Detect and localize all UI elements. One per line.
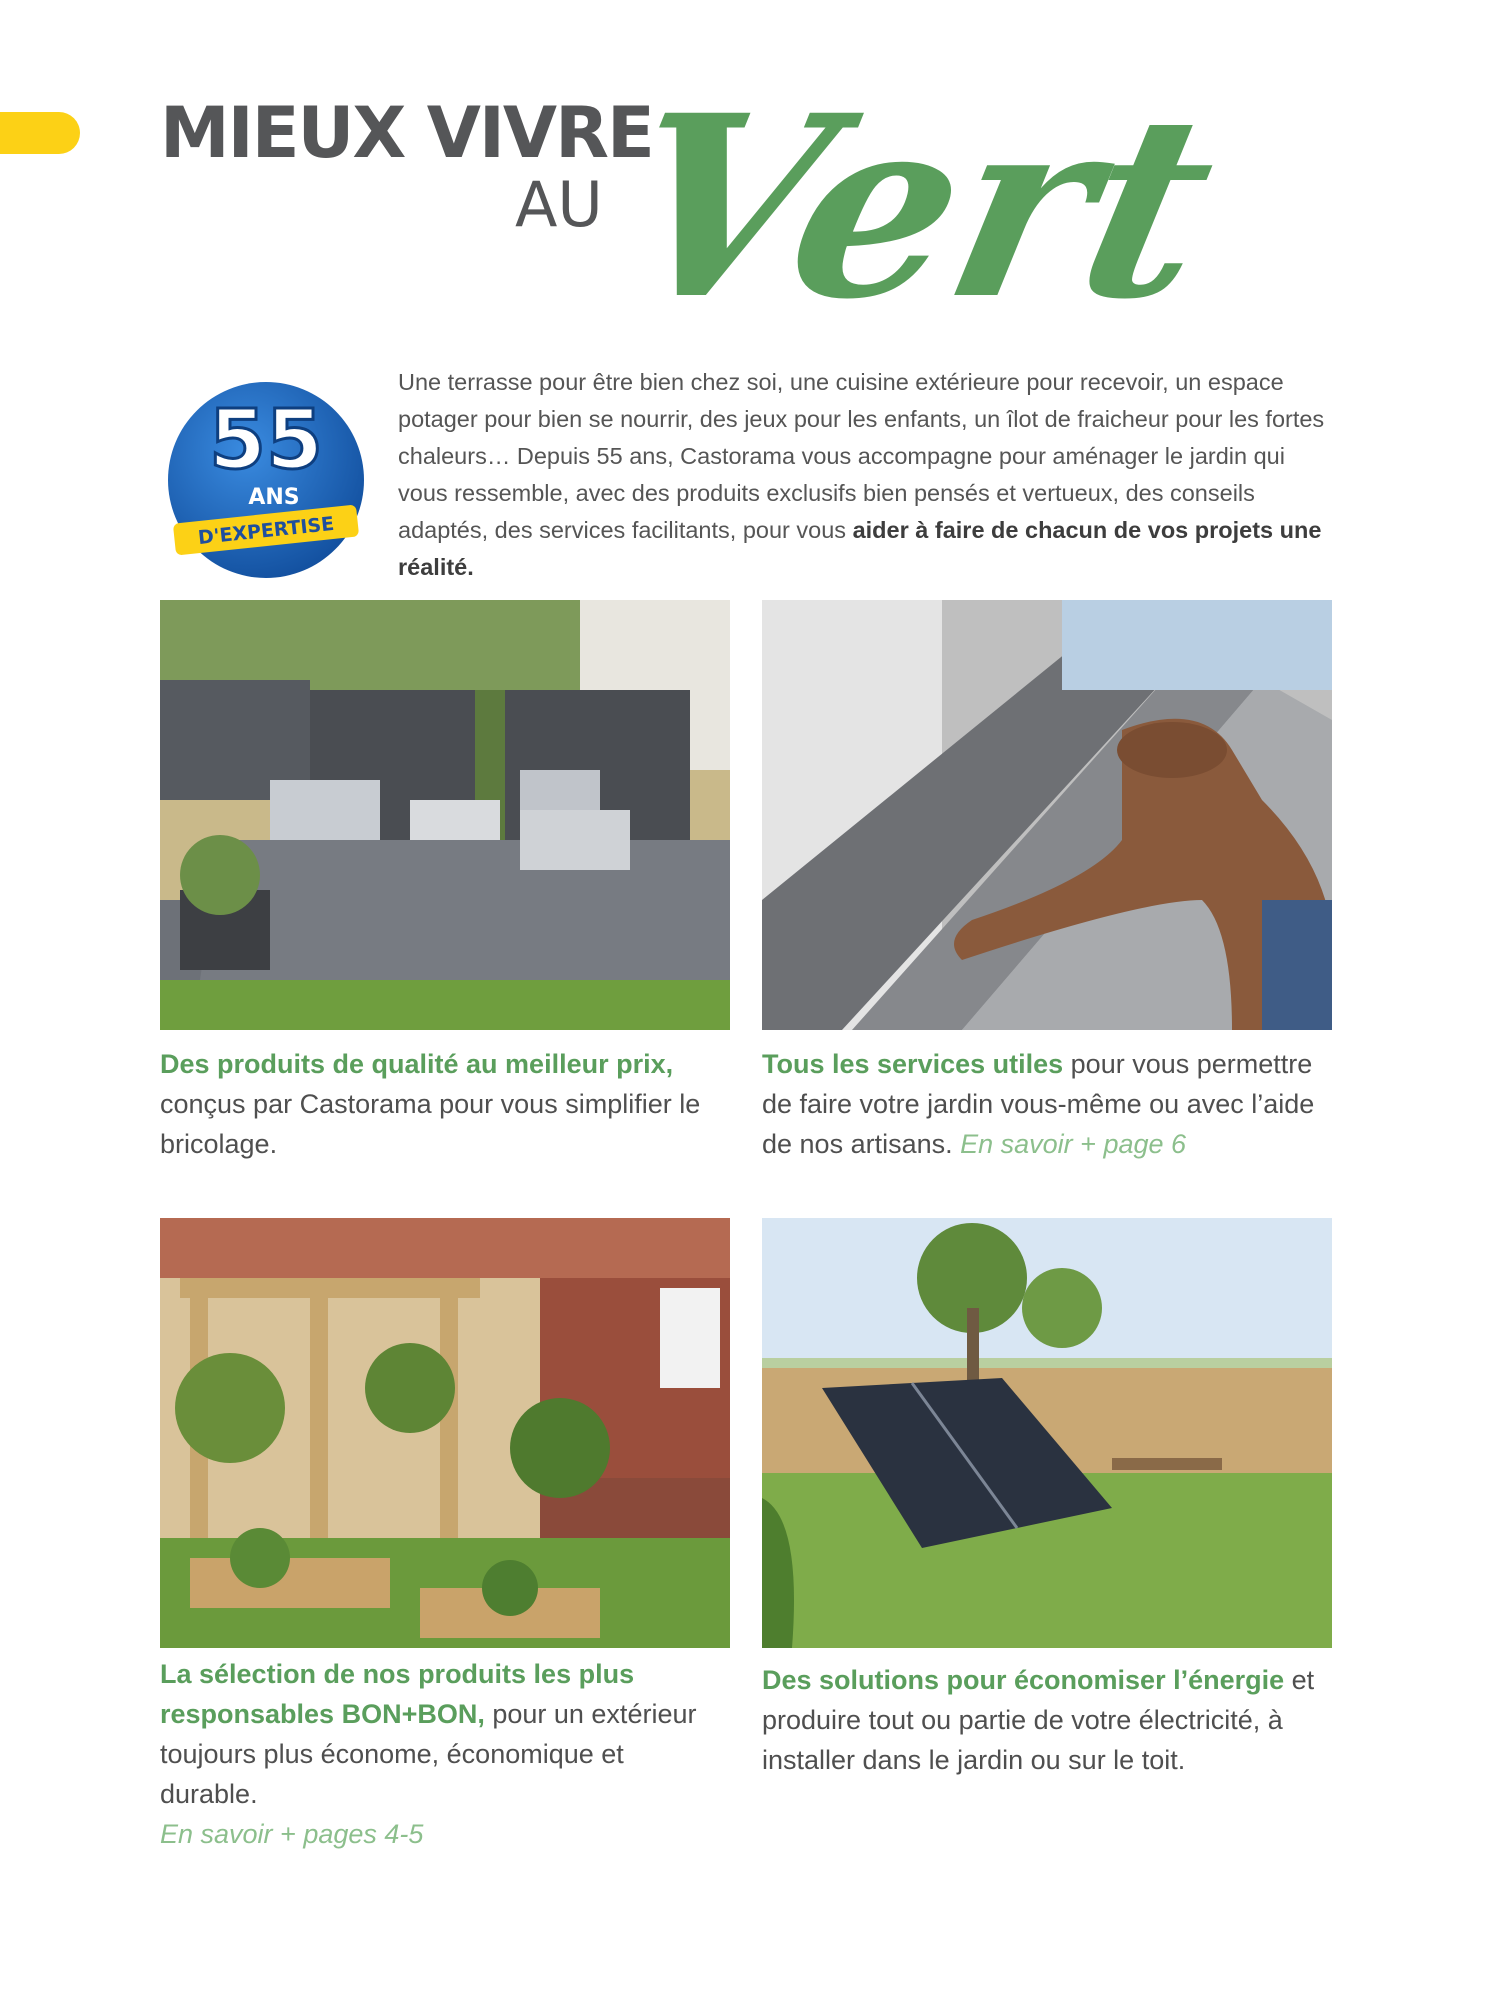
intro-bold: aider à faire de chacun de vos projets une réalité.	[398, 517, 1322, 580]
caption-1-text: conçus par Castorama pour vous simplifier le bricolage.	[160, 1089, 701, 1159]
55-years-badge	[166, 380, 366, 580]
caption-2-text: pour vous permettre de faire votre jardin vous-même ou avec l’aide de nos artisans.	[762, 1049, 1315, 1159]
photo-decking-install	[762, 600, 1332, 1030]
caption-2-more-link[interactable]: En savoir + page 6	[960, 1129, 1187, 1159]
intro-text: Une terrasse pour être bien chez soi, une cuisine extérieure pour recevoir, un espace potager pour bien se nourrir, des jeux pour les enfants, un îlot de fraicheur pour les fortes chaleurs… Depuis 55 ans, Castorama vous accompagne pour aménager le jardin qui vous ressemble, avec des produits exclusifs bien pensés et vertueux, des conseils adaptés, des services facilitants, pour vous	[398, 369, 1325, 543]
yellow-page-tab	[0, 112, 80, 154]
caption-bon-bon	[160, 1654, 720, 1854]
caption-3-more-link[interactable]: En savoir + pages 4-5	[160, 1819, 424, 1849]
caption-quality-products	[160, 1044, 720, 1164]
caption-3-highlight: La sélection de nos produits les plus responsables BON+BON,	[160, 1659, 635, 1729]
title-script-vert	[597, 60, 1238, 360]
svg-text:D'EXPERTISE: D'EXPERTISE	[197, 512, 336, 550]
caption-energy	[762, 1660, 1362, 1780]
photo-terrace	[160, 600, 730, 1030]
photo-garden-pergola	[160, 1218, 730, 1648]
photo-solar-panel	[762, 1218, 1332, 1648]
intro-paragraph	[398, 364, 1338, 586]
caption-3-text: pour un extérieur toujours plus économe, économique et durable.	[160, 1699, 697, 1809]
caption-4-highlight: Des solutions pour économiser l’énergie	[762, 1665, 1285, 1695]
svg-text:Vert: Vert	[597, 60, 1238, 355]
svg-text:ANS: ANS	[248, 485, 300, 510]
caption-4-text: et produire tout ou partie de votre électricité, à installer dans le jardin ou sur le toit.	[762, 1665, 1315, 1775]
caption-services	[762, 1044, 1322, 1164]
caption-1-highlight: Des produits de qualité au meilleur prix,	[160, 1049, 674, 1079]
svg-text:55: 55	[208, 393, 324, 488]
title-line-2: AU	[515, 168, 603, 241]
caption-2-highlight: Tous les services utiles	[762, 1049, 1064, 1079]
title-line-1: MIEUX VIVRE	[160, 92, 653, 174]
